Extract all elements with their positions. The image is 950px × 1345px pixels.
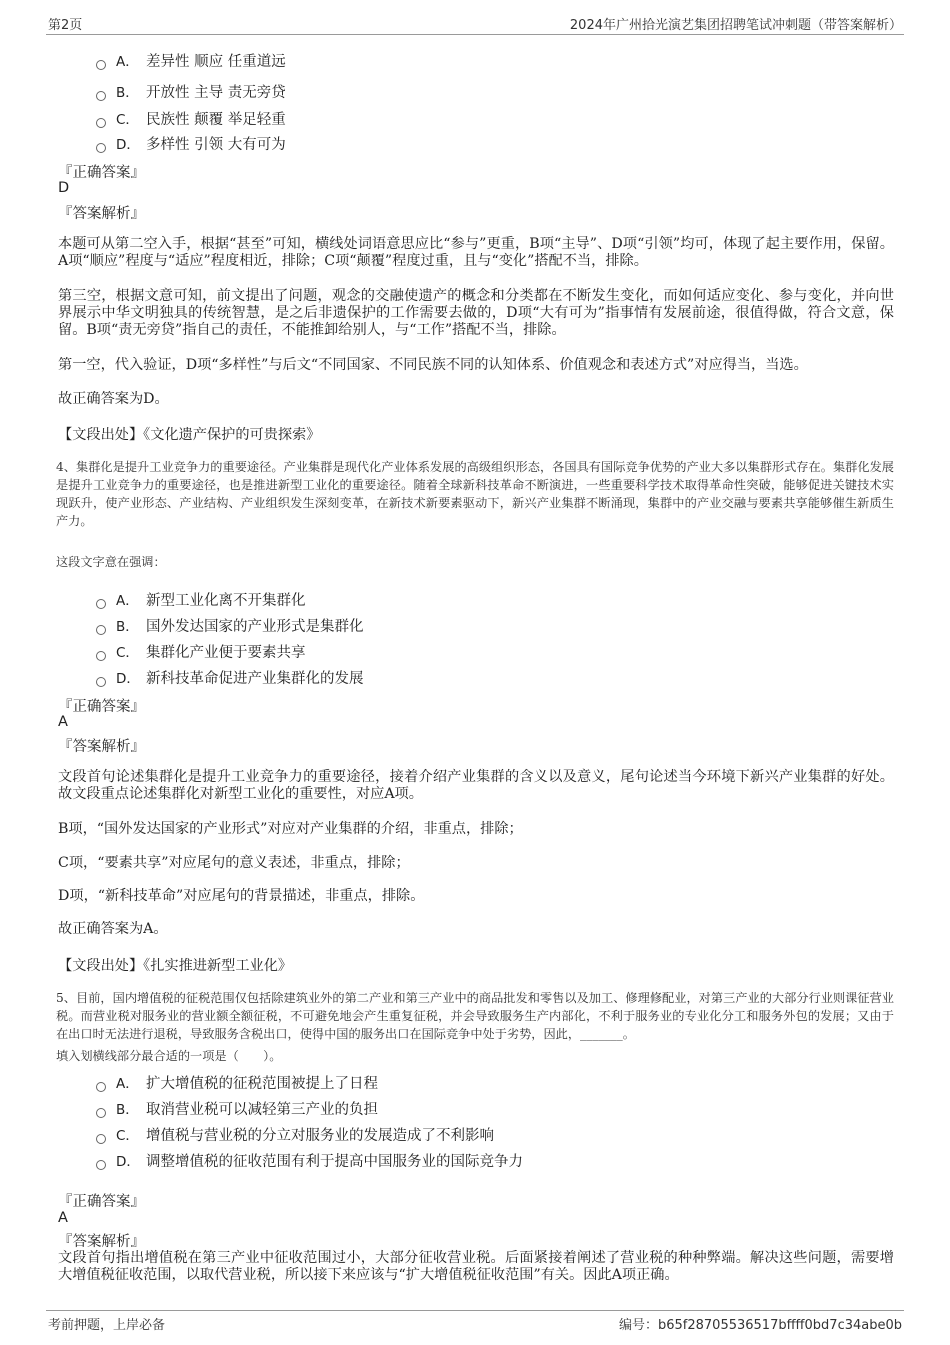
q5-option-a[interactable] bbox=[96, 1072, 378, 1093]
option-text: 差异性 顺应 任重道远 bbox=[146, 54, 286, 70]
option-letter: A． bbox=[116, 593, 139, 609]
q5-answer-label: 『正确答案』 bbox=[58, 1194, 145, 1210]
option-text: 扩大增值税的征税范围被提上了日程 bbox=[146, 1076, 378, 1092]
option-text: 开放性 主导 责无旁贷 bbox=[146, 85, 286, 101]
q3-option-d[interactable] bbox=[96, 133, 286, 154]
q5-option-b[interactable] bbox=[96, 1098, 378, 1119]
q5-analysis-paragraph: 文段首句指出增值税在第三产业中征收范围过小，大部分征收营业税。后面紧接着阐述了营业税的种种弊端。解决这些问题，需要增大增值税征收范围，以取代营业税，所以接下来应该与“扩大增值税征收范围”有关。因此A项正确。 bbox=[58, 1250, 894, 1283]
option-letter: A． bbox=[116, 54, 139, 70]
q5-analysis-label: 『答案解析』 bbox=[58, 1234, 145, 1250]
option-text: 民族性 颠覆 举足轻重 bbox=[146, 112, 286, 128]
q5-option-d[interactable] bbox=[96, 1150, 523, 1171]
option-text: 取消营业税可以减轻第三产业的负担 bbox=[146, 1102, 378, 1118]
q4-source: 【文段出处】《扎实推进新型工业化》 bbox=[58, 958, 293, 974]
q3-answer: D bbox=[58, 180, 70, 196]
footer-slogan: 考前押题，上岸必备 bbox=[48, 1318, 166, 1333]
option-letter: B． bbox=[116, 619, 139, 635]
q4-analysis-paragraph: B项，“国外发达国家的产业形式”对应对产业集群的介绍，非重点，排除； bbox=[58, 821, 523, 837]
option-text: 国外发达国家的产业形式是集群化 bbox=[146, 619, 364, 635]
q4-option-a[interactable] bbox=[96, 589, 306, 610]
q4-option-d[interactable] bbox=[96, 667, 364, 688]
q5-stem: 5、目前，国内增值税的征税范围仅包括除建筑业外的第二产业和第三产业中的商品批发和零售以及加工、修理修配业，对第三产业的大部分行业则课征营业税。而营业税对服务业的营业额全额征税，不可避免地会产生重复征税，并会导致服务生产内部化，不利于服务业的专业化分工和服务外包的发展；又由于在出口时无法进行退税，导致服务含税出口，使得中国的服务出口在国际竞争中处于劣势，因此，_______。 bbox=[56, 991, 894, 1041]
option-text: 集群化产业便于要素共享 bbox=[146, 645, 306, 661]
option-letter: B． bbox=[116, 1102, 139, 1118]
radio-icon[interactable] bbox=[96, 118, 106, 128]
option-text: 新科技革命促进产业集群化的发展 bbox=[146, 671, 364, 687]
radio-icon[interactable] bbox=[96, 625, 106, 635]
q4-stem: 4、集群化是提升工业竞争力的重要途径。产业集群是现代化产业体系发展的高级组织形态，各国具有国际竞争优势的产业大多以集群形式存在。集群化发展是提升工业竞争力的重要途径，也是推进新型工业化的重要途径。随着全球新科技革命不断演进，一些重要科学技术取得革命性突破，能够促进关键技术实现跃升，使产业形态、产业结构、产业组织发生深刻变革，在新技术新要素驱动下，新兴产业集群不断涌现，集群中的产业交融与要素共享能够催生新质生产力。 bbox=[56, 460, 894, 528]
radio-icon[interactable] bbox=[96, 143, 106, 153]
radio-icon[interactable] bbox=[96, 651, 106, 661]
q4-prompt: 这段文字意在强调： bbox=[56, 555, 166, 569]
radio-icon[interactable] bbox=[96, 599, 106, 609]
q4-option-b[interactable] bbox=[96, 615, 364, 636]
option-text: 增值税与营业税的分立对服务业的发展造成了不利影响 bbox=[146, 1128, 494, 1144]
option-letter: D． bbox=[116, 671, 140, 687]
option-letter: C． bbox=[116, 645, 139, 661]
radio-icon[interactable] bbox=[96, 91, 106, 101]
q5-option-c[interactable] bbox=[96, 1124, 494, 1145]
option-letter: A． bbox=[116, 1076, 139, 1092]
q4-option-c[interactable] bbox=[96, 641, 306, 662]
q3-analysis-paragraph: 故正确答案为D。 bbox=[58, 391, 169, 407]
page-header bbox=[46, 12, 904, 35]
page-number: 第2页 bbox=[48, 18, 83, 33]
radio-icon[interactable] bbox=[96, 677, 106, 687]
q3-source: 【文段出处】《文化遗产保护的可贵探索》 bbox=[58, 427, 321, 443]
q4-analysis-paragraph: C项，“要素共享”对应尾句的意义表述，非重点，排除； bbox=[58, 855, 410, 871]
radio-icon[interactable] bbox=[96, 1082, 106, 1092]
option-letter: D． bbox=[116, 1154, 140, 1170]
radio-icon[interactable] bbox=[96, 60, 106, 70]
q3-analysis-paragraph: 第一空，代入验证，D项“多样性”与后文“不同国家、不同民族不同的认知体系、价值观念和表述方式”对应得当，当选。 bbox=[58, 357, 808, 373]
q5-answer: A bbox=[58, 1210, 68, 1226]
option-text: 新型工业化离不开集群化 bbox=[146, 593, 306, 609]
q3-analysis-label: 『答案解析』 bbox=[58, 206, 145, 222]
option-text: 多样性 引领 大有可为 bbox=[146, 137, 286, 153]
q3-analysis-paragraph: 第三空，根据文意可知，前文提出了问题，观念的交融使遗产的概念和分类都在不断发生变化，而如何适应变化、参与变化，并向世界展示中华文明独具的传统智慧，是之后非遗保护的工作需要去做的，D项“大有可为”指事情有发展前途，很值得做，符合文意，保留。B项“责无旁贷”指自己的责任，不能推卸给别人，与“工作”搭配不当，排除。 bbox=[58, 288, 894, 338]
q4-analysis-label: 『答案解析』 bbox=[58, 739, 145, 755]
document-title: 2024年广州拾光演艺集团招聘笔试冲刺题（带答案解析） bbox=[569, 18, 902, 33]
radio-icon[interactable] bbox=[96, 1108, 106, 1118]
q4-analysis-paragraph: D项，“新科技革命”对应尾句的背景描述，非重点，排除。 bbox=[58, 888, 425, 904]
option-letter: D． bbox=[116, 137, 140, 153]
option-letter: B． bbox=[116, 85, 139, 101]
q3-answer-label: 『正确答案』 bbox=[58, 165, 145, 181]
q4-answer: A bbox=[58, 714, 68, 730]
q4-analysis-paragraph: 文段首句论述集群化是提升工业竞争力的重要途径，接着介绍产业集群的含义以及意义，尾句论述当今环境下新兴产业集群的好处。故文段重点论述集群化对新型工业化的重要性，对应A项。 bbox=[58, 769, 894, 802]
q3-analysis-paragraph: 本题可从第二空入手，根据“甚至”可知，横线处词语意思应比“参与”更重，B项“主导”、D项“引领”均可，体现了起主要作用，保留。A项“顺应”程度与“适应”程度相近，排除；C项“颠覆”程度过重，且与“变化”搭配不当，排除。 bbox=[58, 236, 894, 269]
option-text: 调整增值税的征收范围有利于提高中国服务业的国际竞争力 bbox=[146, 1154, 523, 1170]
radio-icon[interactable] bbox=[96, 1160, 106, 1170]
option-letter: C． bbox=[116, 112, 139, 128]
q4-answer-label: 『正确答案』 bbox=[58, 699, 145, 715]
q4-analysis-paragraph: 故正确答案为A。 bbox=[58, 921, 168, 937]
q5-prompt: 填入划横线部分最合适的一项是（ ）。 bbox=[56, 1049, 282, 1063]
option-letter: C． bbox=[116, 1128, 139, 1144]
q3-option-b[interactable] bbox=[96, 81, 286, 102]
page-footer bbox=[46, 1310, 904, 1333]
q3-option-c[interactable] bbox=[96, 108, 286, 129]
q3-option-a[interactable] bbox=[96, 50, 286, 71]
radio-icon[interactable] bbox=[96, 1134, 106, 1144]
document-serial: 编号：b65f28705536517bffff0bd7c34abe0b bbox=[619, 1318, 902, 1333]
